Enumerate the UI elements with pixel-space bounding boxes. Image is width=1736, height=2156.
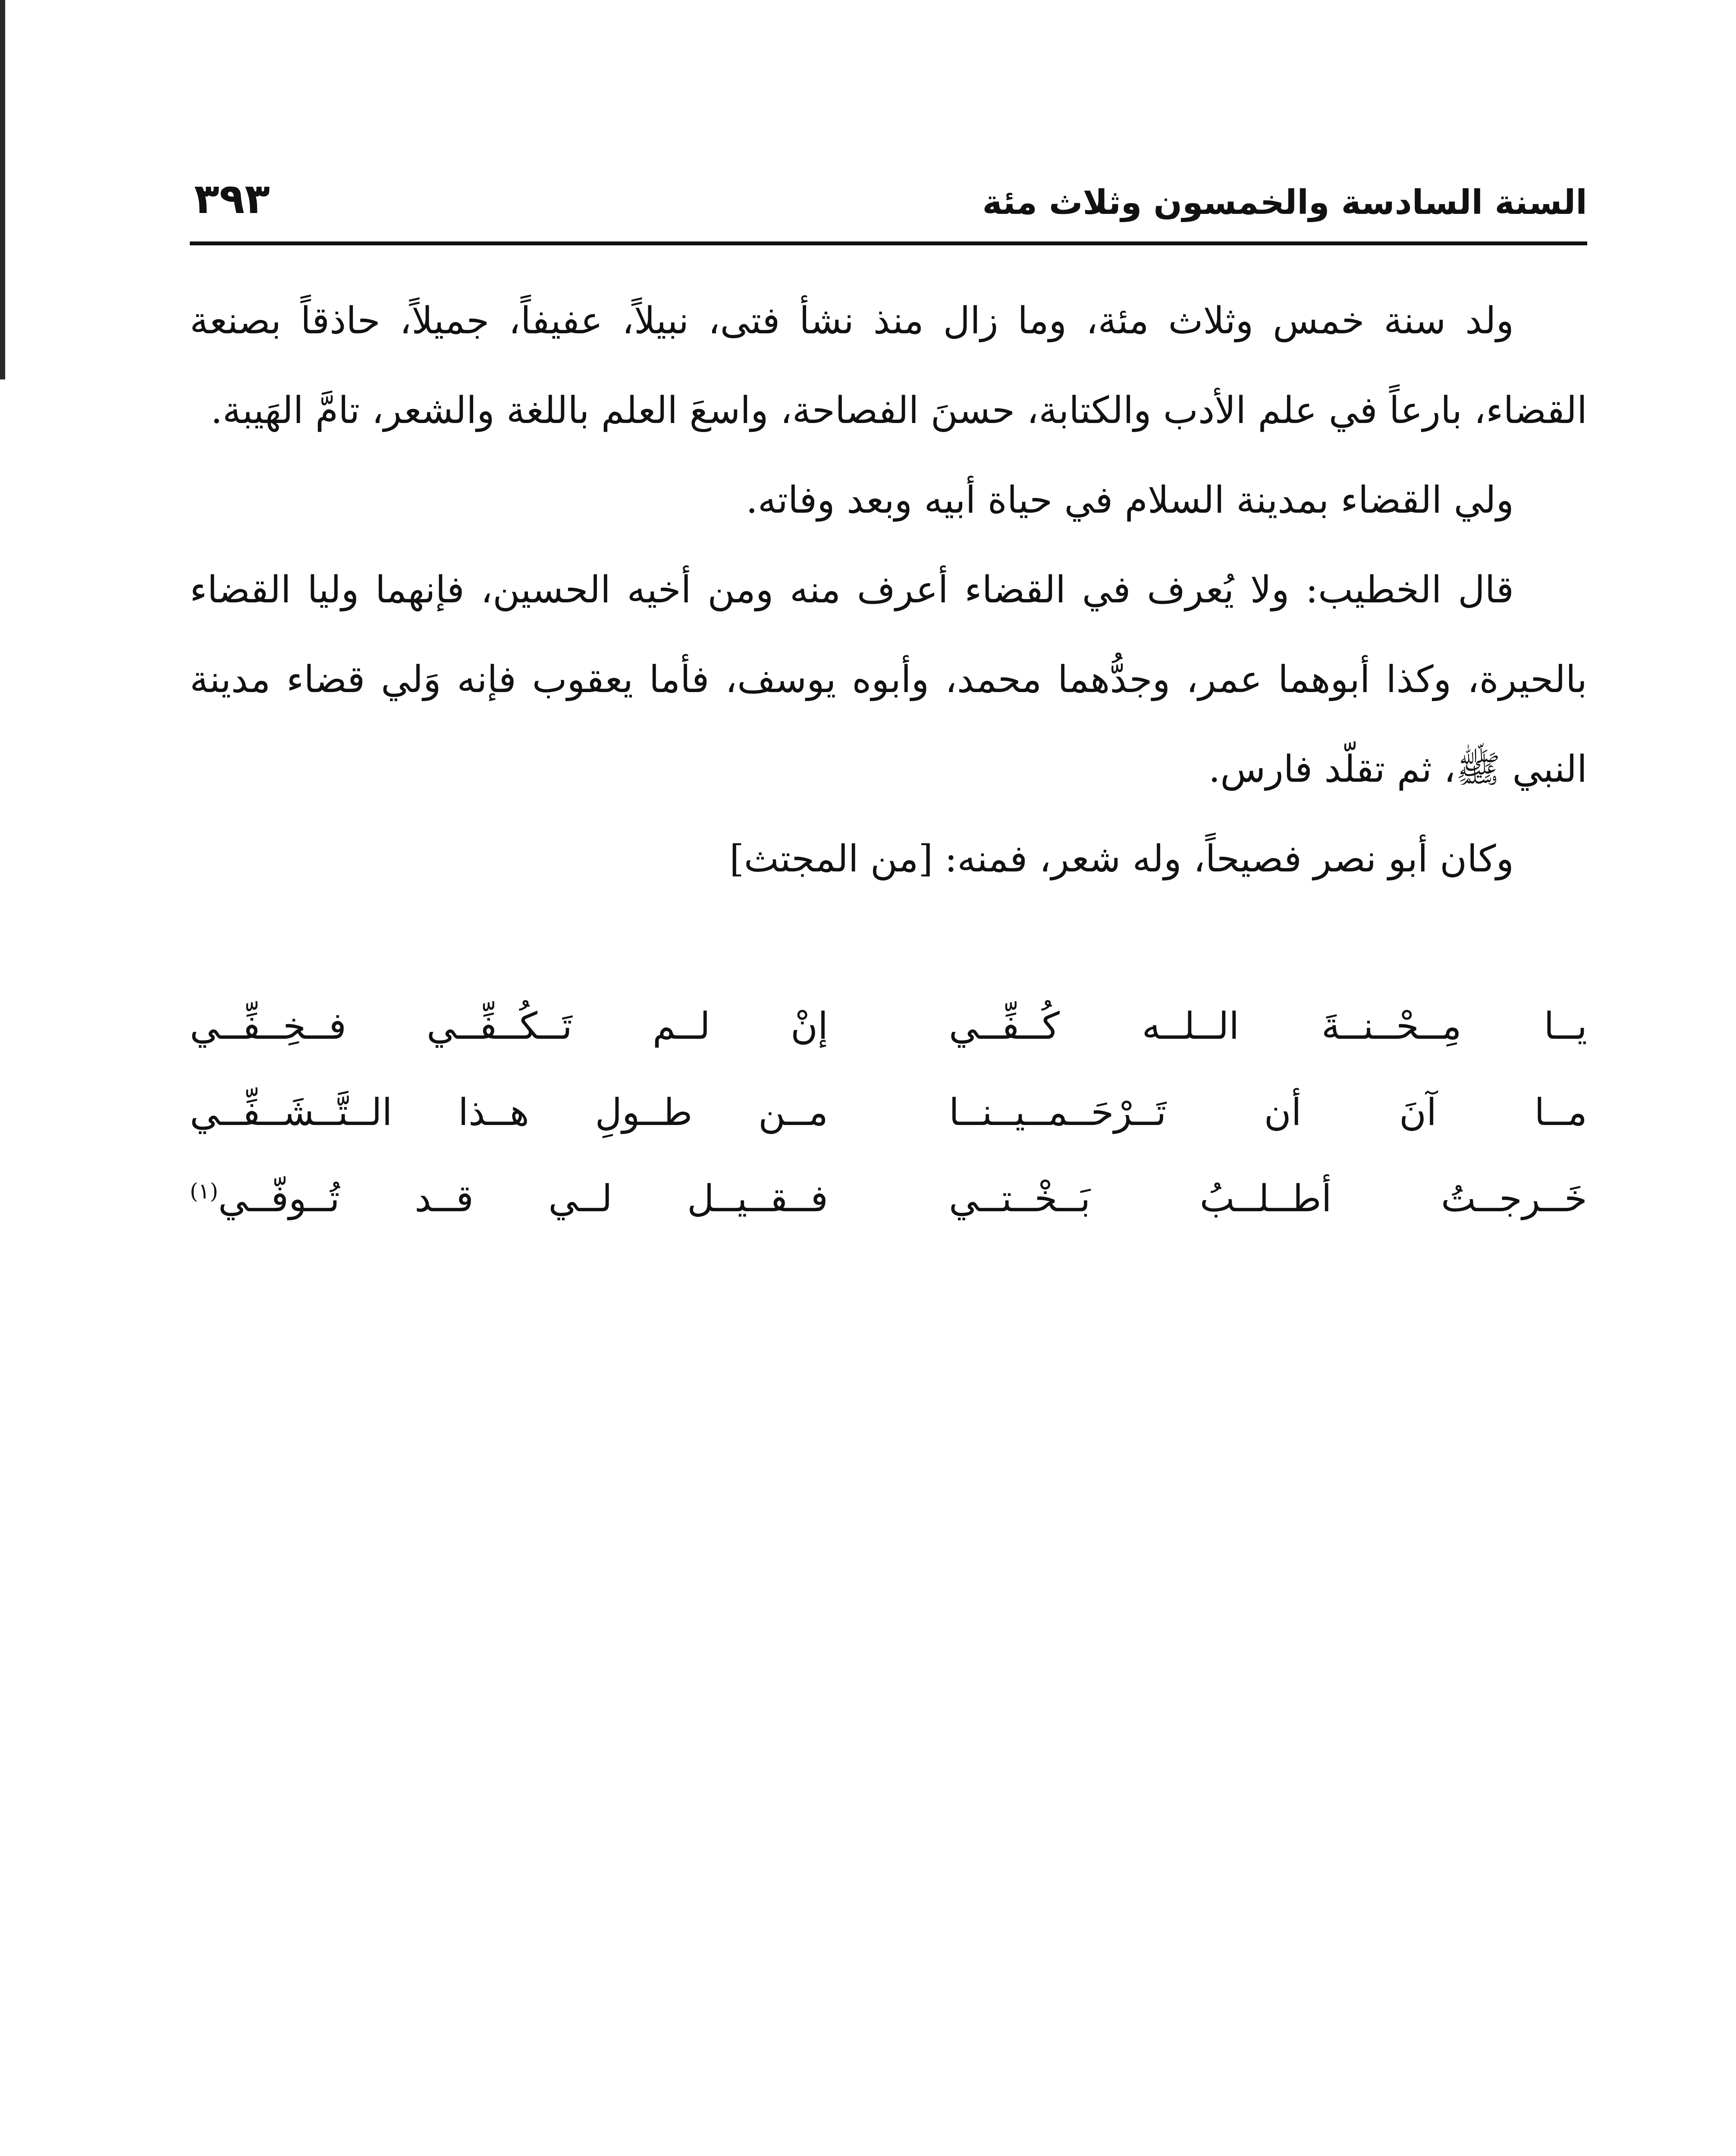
poem-verse — [190, 1156, 1587, 1242]
first-hemistich: خَــرجــتُ أطــلــبُ بَــخْــتــي — [949, 1177, 1587, 1220]
second-hemistich: مــن طــولِ هــذا الــتَّــشَــفِّــي — [190, 1091, 828, 1134]
hemistich-text: فــقــيــل لــي قــد تُــوفّــي — [218, 1177, 828, 1220]
poem — [190, 983, 1587, 1242]
footnote-marker: (١) — [190, 1178, 218, 1204]
page-edge-shadow — [0, 0, 5, 379]
paragraph: وكان أبو نصر فصيحاً، وله شعر، فمنه: [من المجتث] — [729, 837, 1514, 881]
paragraph: ولي القضاء بمدينة السلام في حياة أبيه وبعد وفاته. — [746, 479, 1514, 522]
main-text — [190, 276, 1587, 904]
paragraph: قال الخطيب: ولا يُعرف في القضاء أعرف منه ومن أخيه الحسين، فإنهما وليا القضاء بالحيرة، وكذا أبوهما عمر، وجدُّهما محمد، وأبوه يوسف، فأما يعقوب فإنه وَلي قضاء مدينة النبي ﷺ، ثم تقلّد فارس. — [190, 568, 1587, 791]
running-title: السنة السادسة والخمسون وثلاث مئة — [982, 183, 1587, 222]
first-hemistich: مــا آنَ أن تَــرْحَــمــيــنــا — [949, 1091, 1587, 1134]
second-hemistich — [190, 1156, 828, 1242]
poem-verse — [190, 983, 1587, 1069]
poem-verse — [190, 1069, 1587, 1156]
page-number: ٣٩٣ — [194, 175, 270, 223]
header-divider — [190, 241, 1587, 245]
second-hemistich: إنْ لــم تَــكُــفِّــي فــخِــفِّــي — [190, 1005, 828, 1048]
page-header — [190, 175, 1587, 239]
paragraph: ولد سنة خمس وثلاث مئة، وما زال منذ نشأ فتى، نبيلاً، عفيفاً، جميلاً، حاذقاً بصنعة القضاء، بارعاً في علم الأدب والكتابة، حسنَ الفصاحة، واسعَ العلم باللغة والشعر، تامَّ الهَيبة. — [190, 299, 1587, 432]
first-hemistich: يــا مِــحْــنــةَ الــلــه كُــفِّــي — [949, 1005, 1587, 1048]
